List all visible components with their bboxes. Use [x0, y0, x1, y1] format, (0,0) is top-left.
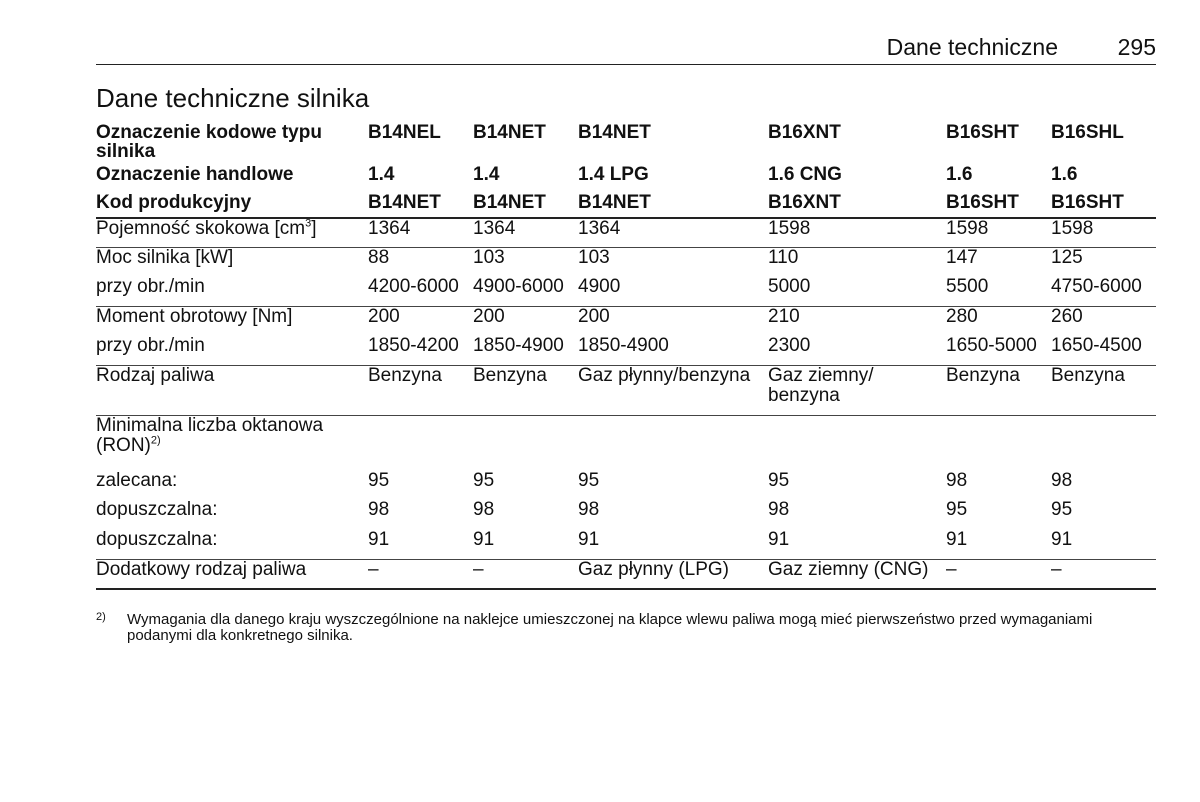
cell: 1.4 LPG: [578, 164, 649, 185]
engine-spec-table: [96, 120, 1156, 590]
footnote-text: Wymagania dla danego kraju wyszczególnione na naklejce umieszczonej na klapce wlewu paliwa mogą mieć pierwszeństwo przed wymaganiami podanymi dla konkretnego silnika.: [127, 611, 1093, 644]
cell: 95: [473, 469, 495, 491]
footnote-marker: 2): [96, 611, 106, 623]
torque-rpm-row: [96, 336, 1156, 366]
cell: 280: [946, 306, 978, 327]
cell: 98: [768, 499, 790, 520]
page-number: 295: [1117, 34, 1156, 60]
cell: 95: [578, 469, 600, 491]
cell: 1364: [368, 218, 411, 239]
cell: Benzyna: [473, 365, 547, 386]
cell: B16XNT: [768, 122, 841, 143]
section-title: Dane techniczne silnika: [96, 83, 370, 113]
cell: 260: [1051, 306, 1083, 327]
cell: Gaz płynny/benzyna: [578, 365, 751, 386]
cell: 5000: [768, 276, 811, 297]
cell: 98: [946, 469, 968, 491]
cell: 1.6 CNG: [768, 164, 842, 185]
row-label: przy obr./min: [96, 276, 205, 297]
cell: 1598: [768, 218, 811, 239]
footnote: [96, 612, 1156, 644]
cell: 98: [1051, 469, 1073, 491]
cell: 98: [578, 499, 600, 520]
cell: 91: [473, 528, 495, 550]
cell: 95: [368, 469, 390, 491]
cell: 95: [946, 499, 968, 520]
row-label: Oznaczenie handlowe: [96, 164, 294, 185]
cell: 98: [473, 499, 495, 520]
torque-row: [96, 307, 1156, 337]
row-label: Rodzaj paliwa: [96, 365, 215, 386]
cell: 1364: [578, 218, 621, 239]
displacement-row: [96, 218, 1156, 248]
cell: Gaz płynny (LPG): [578, 558, 729, 580]
cell: 1364: [473, 218, 516, 239]
cell: Benzyna: [1051, 365, 1125, 386]
row-label: Kod produkcyjny: [96, 192, 252, 213]
cell: 125: [1051, 247, 1083, 268]
cell: 91: [1051, 528, 1073, 550]
cell: B14NET: [368, 192, 441, 213]
cell: 95: [768, 469, 790, 491]
cell: 91: [946, 528, 968, 550]
production-code-row: [96, 191, 1156, 218]
cell: B16XNT: [768, 192, 841, 213]
cell: –: [473, 558, 484, 580]
cell: –: [1051, 558, 1062, 580]
cell: 88: [368, 247, 390, 268]
cell: 2300: [768, 335, 811, 356]
cell: 4900: [578, 276, 621, 297]
cell: B16SHT: [1051, 192, 1124, 213]
cell: B14NET: [473, 122, 546, 143]
cell: 91: [578, 528, 600, 550]
cell: 1850-4900: [473, 335, 564, 356]
power-row: [96, 248, 1156, 278]
engine-code-row: [96, 120, 1156, 163]
row-label: Dodatkowy rodzaj paliwa: [96, 558, 307, 580]
cell: 98: [368, 499, 390, 520]
cell: Gaz ziemny/ benzyna: [768, 365, 874, 406]
cell: Gaz ziemny (CNG): [768, 558, 929, 580]
header-title: Dane techniczne: [886, 34, 1058, 60]
cell: B16SHT: [946, 122, 1019, 143]
row-label: Moc silnika [kW]: [96, 247, 234, 268]
row-label: Pojemność skokowa $[cm^3]$: [96, 217, 317, 239]
cell: 210: [768, 306, 800, 327]
row-label: Oznaczenie kodowe typu silnika: [96, 122, 322, 162]
cell: 4900-6000: [473, 276, 564, 297]
cell: B14NEL: [368, 122, 441, 143]
cell: B14NET: [473, 192, 546, 213]
cell: 1650-4500: [1051, 335, 1142, 356]
cell: Benzyna: [368, 365, 442, 386]
cell: 4750-6000: [1051, 276, 1142, 297]
cell: B14NET: [578, 122, 651, 143]
cell: B14NET: [578, 192, 651, 213]
row-label: Moment obrotowy [Nm]: [96, 306, 293, 327]
row-label: przy obr./min: [96, 335, 205, 356]
cell: 103: [473, 247, 505, 268]
cell: 110: [768, 247, 799, 268]
cell: 91: [768, 528, 790, 550]
cell: Benzyna: [946, 365, 1020, 386]
cell: 200: [578, 306, 610, 327]
cell: 1850-4200: [368, 335, 459, 356]
cell: 1.4: [473, 164, 500, 185]
cell: 95: [1051, 499, 1073, 520]
cell: 200: [368, 306, 400, 327]
extra-fuel-row: [96, 559, 1156, 589]
cell: 1.6: [946, 164, 973, 185]
row-label: dopuszczalna:: [96, 499, 218, 520]
cell: 1650-5000: [946, 335, 1037, 356]
cell: 4200-6000: [368, 276, 459, 297]
cell: 1850-4900: [578, 335, 669, 356]
cell: –: [946, 558, 957, 580]
power-rpm-row: [96, 277, 1156, 307]
cell: B16SHT: [946, 192, 1019, 213]
row-label: Minimalna liczba oktanowa (RON)$^{2)}$: [96, 415, 324, 456]
octane-recommended-row: [96, 471, 1156, 501]
cell: 1598: [946, 218, 989, 239]
cell: 200: [473, 306, 505, 327]
cell: 1.6: [1051, 164, 1078, 185]
cell: 147: [946, 247, 978, 268]
cell: 5500: [946, 276, 989, 297]
cell: B16SHL: [1051, 122, 1124, 143]
row-label: zalecana:: [96, 469, 178, 491]
cell: –: [368, 558, 379, 580]
octane-permitted-row: [96, 500, 1156, 530]
octane-heading-row: [96, 416, 1156, 471]
cell: 1598: [1051, 218, 1094, 239]
octane-permitted-row: [96, 530, 1156, 560]
trade-designation-row: [96, 163, 1156, 191]
cell: 91: [368, 528, 390, 550]
fuel-type-row: [96, 366, 1156, 416]
cell: 103: [578, 247, 610, 268]
row-label: dopuszczalna:: [96, 528, 218, 550]
cell: 1.4: [368, 164, 395, 185]
page-header: [96, 34, 1156, 65]
